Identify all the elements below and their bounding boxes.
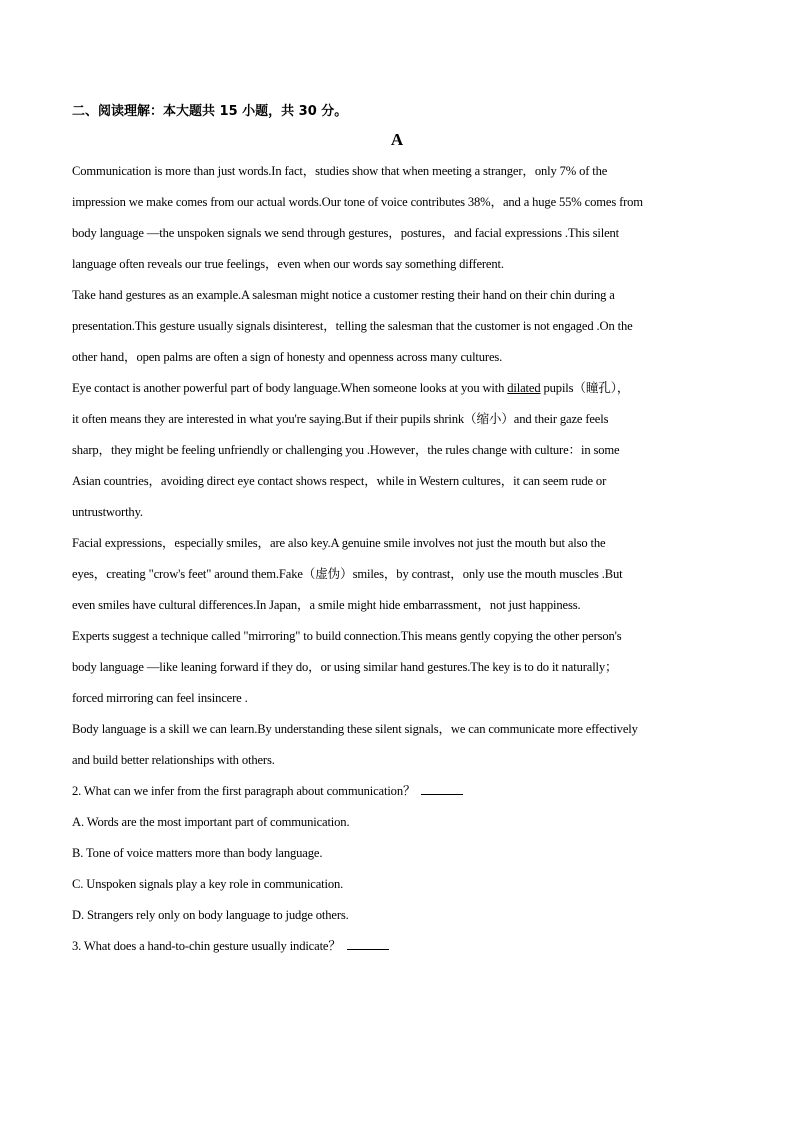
paragraph-2 <box>72 280 722 373</box>
paragraph-line: Experts suggest a technique called "mirroring" to build connection.This means gently copying the other person's <box>72 629 622 643</box>
option-a: A. Words are the most important part of communication. <box>72 815 350 829</box>
question-stem <box>72 776 722 807</box>
line-text: Eye contact is another powerful part of body language.When someone looks at you with <box>72 381 508 395</box>
paragraph-line: forced mirroring can feel insincere . <box>72 691 248 705</box>
passage-title: A <box>390 130 404 149</box>
question-2 <box>72 776 722 931</box>
paragraph-line <box>72 373 722 404</box>
line-text: pupils（瞳孔）， <box>540 381 630 395</box>
section-heading: 二、阅读理解：本大题共 15 小题，共 30 分。 <box>72 104 348 119</box>
paragraph-line: Take hand gestures as an example.A salesman might notice a customer resting their hand on their chin during a <box>72 288 615 302</box>
paragraph-line: other hand，open palms are often a sign of honesty and openness across many cultures. <box>72 350 503 364</box>
question-stem <box>72 931 722 962</box>
paragraph-3 <box>72 373 722 528</box>
option-c: C. Unspoken signals play a key role in communication. <box>72 877 344 891</box>
option-b: B. Tone of voice matters more than body language. <box>72 846 323 860</box>
paragraph-line: language often reveals our true feelings，even when our words say something different. <box>72 257 504 271</box>
underlined-word: dilated <box>507 381 541 395</box>
paragraph-5 <box>72 621 722 714</box>
paragraph-line: untrustworthy. <box>72 505 143 519</box>
paragraph-line: and build better relationships with others. <box>72 753 275 767</box>
question-3 <box>72 931 722 962</box>
passage-body <box>72 156 722 776</box>
question-list <box>72 776 722 962</box>
paragraph-line: Asian countries，avoiding direct eye contact shows respect，while in Western cultures，it can seem rude or <box>72 474 607 488</box>
paragraph-6 <box>72 714 722 776</box>
paragraph-4 <box>72 528 722 621</box>
paragraph-line: impression we make comes from our actual words.Our tone of voice contributes 38%，and a huge 55% comes from <box>72 195 643 209</box>
paragraph-line: body language —like leaning forward if they do，or using similar hand gestures.The key is to do it naturally； <box>72 660 618 674</box>
paragraph-line: eyes，creating "crow's feet" around them.Fake（虚伪）smiles，by contrast，only use the mouth muscles .But <box>72 567 623 581</box>
answer-blank[interactable] <box>421 782 463 795</box>
paragraph-line: Communication is more than just words.In fact，studies show that when meeting a stranger，only 7% of the <box>72 164 608 178</box>
paragraph-1 <box>72 156 722 280</box>
question-stem-text: 2. What can we infer from the first paragraph about communication？ <box>72 784 416 798</box>
paragraph-line: it often means they are interested in what you're saying.But if their pupils shrink（缩小）and their gaze feels <box>72 412 609 426</box>
paragraph-line: Body language is a skill we can learn.By understanding these silent signals，we can communicate more effectively <box>72 722 638 736</box>
paragraph-line: body language —the unspoken signals we send through gestures，postures，and facial expressions .This silent <box>72 226 620 240</box>
document-page <box>72 100 722 962</box>
paragraph-line: Facial expressions，especially smiles，are also key.A genuine smile involves not just the mouth but also the <box>72 536 606 550</box>
paragraph-line: even smiles have cultural differences.In Japan，a smile might hide embarrassment，not just happiness. <box>72 598 581 612</box>
paragraph-line: sharp，they might be feeling unfriendly or challenging you .However，the rules change with culture：in some <box>72 443 620 457</box>
question-stem-text: 3. What does a hand-to-chin gesture usually indicate？ <box>72 939 341 953</box>
answer-blank[interactable] <box>347 937 389 950</box>
option-d: D. Strangers rely only on body language to judge others. <box>72 908 349 922</box>
paragraph-line: presentation.This gesture usually signals disinterest，telling the salesman that the customer is not engaged .On the <box>72 319 633 333</box>
